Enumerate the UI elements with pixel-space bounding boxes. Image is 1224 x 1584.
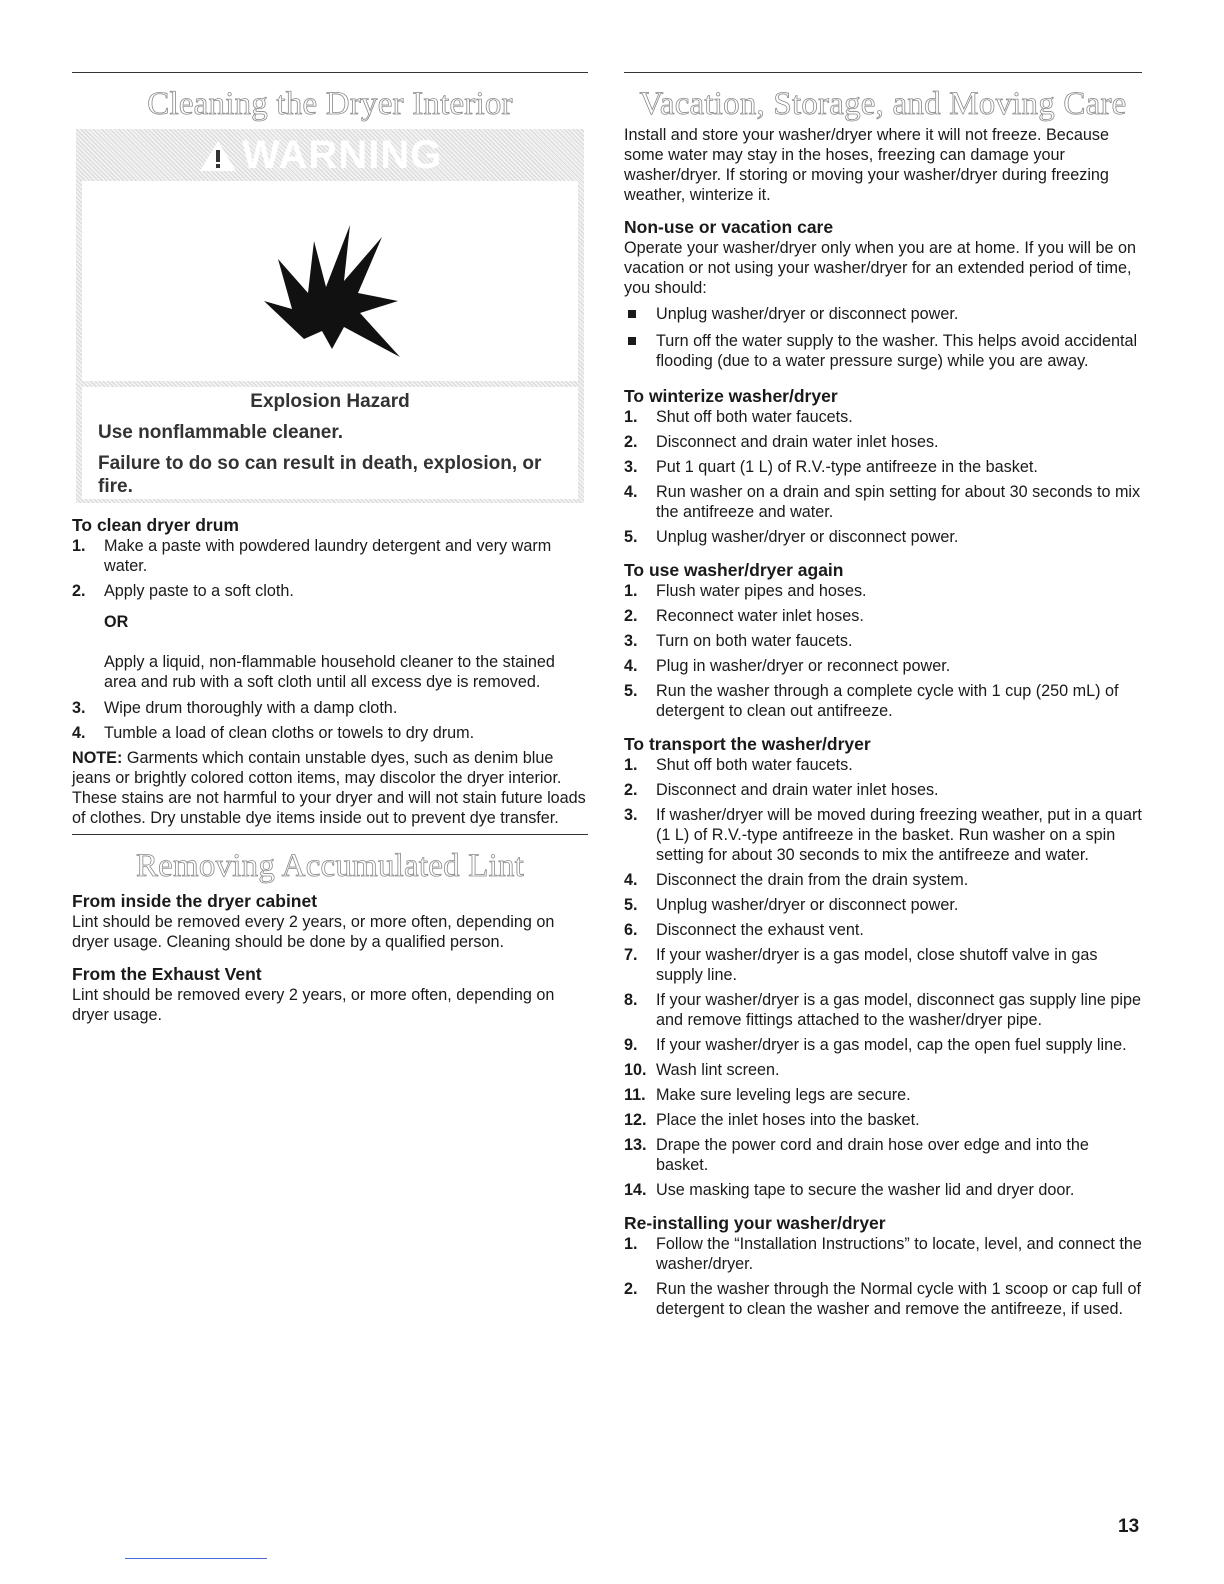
list-item: 1. Shut off both water faucets. bbox=[624, 756, 853, 774]
list-item: 4. Run washer on a drain and spin setting for about 30 seconds to mix the antifreeze and water. bbox=[624, 483, 1141, 521]
warning-triangle-icon bbox=[198, 139, 238, 173]
note-paragraph: NOTE: Garments which contain unstable dyes, such as denim blue jeans or brightly colored cotton items, may discolor the dryer interior. These stains are not harmful to your dryer and will not stain future loads of clothes. Dry unstable dye items inside out to prevent dye transfer. bbox=[72, 749, 586, 827]
hazard-title: Explosion Hazard bbox=[250, 391, 410, 412]
or-label: OR bbox=[104, 613, 129, 631]
right-column bbox=[624, 72, 1142, 1324]
list-item: Unplug washer/dryer or disconnect power. bbox=[624, 304, 1142, 324]
list-item: 3. Wipe drum thoroughly with a damp cloth. bbox=[72, 699, 398, 717]
nonuse-text: Operate your washer/dryer only when you are at home. If you will be on vacation or not using your washer/dryer for an extended period of time, you should: bbox=[624, 239, 1136, 297]
list-item: 4. Disconnect the drain from the drain system. bbox=[624, 871, 969, 889]
alternative-instruction: Apply a liquid, non-flammable household cleaner to the stained area and rub with a soft cloth until all excess dye is removed. bbox=[104, 653, 555, 691]
clean-steps-list-continued bbox=[72, 698, 588, 743]
exhaust-vent-heading: From the Exhaust Vent bbox=[72, 964, 262, 984]
vacation-intro: Install and store your washer/dryer where it will not freeze. Because some water may stay in the hoses, freezing can damage your washer/dryer. If storing or moving your washer/dryer during freezing weather, winterize it. bbox=[624, 126, 1109, 204]
list-item: 1. Flush water pipes and hoses. bbox=[624, 582, 867, 600]
section-rule bbox=[72, 72, 588, 73]
list-item: 2. Run the washer through the Normal cycle with 1 scoop or cap full of detergent to clean the washer and remove the antifreeze, if used. bbox=[624, 1280, 1141, 1318]
use-again-heading: To use washer/dryer again bbox=[624, 560, 844, 580]
list-item: 8. If your washer/dryer is a gas model, disconnect gas supply line pipe and remove fittings attached to the washer/dryer pipe. bbox=[624, 991, 1141, 1029]
warning-icon-panel bbox=[82, 181, 578, 381]
list-item: 4. Plug in washer/dryer or reconnect power. bbox=[624, 657, 951, 675]
page-number: 13 bbox=[1118, 1516, 1140, 1537]
list-item: 1. Shut off both water faucets. bbox=[624, 408, 853, 426]
reinstall-heading: Re-installing your washer/dryer bbox=[624, 1213, 886, 1233]
use-again-steps-list bbox=[624, 581, 1142, 721]
warning-box bbox=[76, 129, 584, 503]
footer-rule bbox=[125, 1558, 267, 1559]
warning-text-panel bbox=[82, 387, 578, 499]
list-item: 2. Apply paste to a soft cloth. bbox=[72, 582, 294, 600]
section-title-cleaning: Cleaning the Dryer Interior bbox=[147, 86, 513, 122]
list-item: 4. Tumble a load of clean cloths or towels to dry drum. bbox=[72, 724, 475, 742]
list-item: 13. Drape the power cord and drain hose over edge and into the basket. bbox=[624, 1136, 1089, 1174]
left-column bbox=[72, 72, 588, 1025]
section-rule bbox=[624, 72, 1142, 73]
list-item: 12. Place the inlet hoses into the basket. bbox=[624, 1111, 920, 1129]
hazard-instruction: Use nonflammable cleaner. bbox=[98, 422, 343, 443]
reinstall-steps-list bbox=[624, 1234, 1142, 1319]
list-item: 9. If your washer/dryer is a gas model, cap the open fuel supply line. bbox=[624, 1036, 1127, 1054]
list-item: 6. Disconnect the exhaust vent. bbox=[624, 921, 864, 939]
list-item: 2. Disconnect and drain water inlet hoses. bbox=[624, 781, 939, 799]
nonuse-bullet-list bbox=[624, 304, 1142, 371]
list-item: 3. Put 1 quart (1 L) of R.V.-type antifreeze in the basket. bbox=[624, 458, 1038, 476]
warning-label: WARNING bbox=[242, 133, 443, 177]
transport-steps-list bbox=[624, 755, 1142, 1200]
clean-drum-heading: To clean dryer drum bbox=[72, 515, 239, 535]
warning-banner bbox=[76, 129, 584, 179]
list-item: 1. Make a paste with powdered laundry detergent and very warm water. bbox=[72, 537, 552, 575]
hazard-consequence: Failure to do so can result in death, explosion, or fire. bbox=[98, 453, 542, 497]
list-item: 3. If washer/dryer will be moved during freezing weather, put in a quart (1 L) of R.V.-type antifreeze in the basket. Run washer on a spin setting for about 30 seconds to mix the antifreeze and water. bbox=[624, 806, 1142, 864]
exhaust-vent-text: Lint should be removed every 2 years, or more often, depending on dryer usage. bbox=[72, 986, 555, 1024]
list-item: 10. Wash lint screen. bbox=[624, 1061, 780, 1079]
winterize-steps-list bbox=[624, 407, 1142, 547]
nonuse-heading: Non-use or vacation care bbox=[624, 217, 834, 237]
inside-cabinet-heading: From inside the dryer cabinet bbox=[72, 891, 318, 911]
clean-steps-list bbox=[72, 536, 588, 601]
inside-cabinet-text: Lint should be removed every 2 years, or more often, depending on dryer usage. Cleaning should be done by a qualified person. bbox=[72, 913, 555, 951]
list-item: 14. Use masking tape to secure the washer lid and dryer door. bbox=[624, 1181, 1075, 1199]
list-item: 3. Turn on both water faucets. bbox=[624, 632, 853, 650]
section-title-vacation: Vacation, Storage, and Moving Care bbox=[639, 86, 1127, 122]
list-item: 2. Reconnect water inlet hoses. bbox=[624, 607, 864, 625]
list-item: 2. Disconnect and drain water inlet hoses. bbox=[624, 433, 939, 451]
section-title-lint: Removing Accumulated Lint bbox=[135, 848, 525, 884]
list-item: 1. Follow the “Installation Instructions” to locate, level, and connect the washer/dryer. bbox=[624, 1235, 1142, 1273]
winterize-heading: To winterize washer/dryer bbox=[624, 386, 838, 406]
list-item: 11. Make sure leveling legs are secure. bbox=[624, 1086, 911, 1104]
transport-heading: To transport the washer/dryer bbox=[624, 734, 871, 754]
explosion-icon bbox=[82, 181, 578, 381]
list-item: 5. Unplug washer/dryer or disconnect power. bbox=[624, 896, 959, 914]
list-item: 7. If your washer/dryer is a gas model, close shutoff valve in gas supply line. bbox=[624, 946, 1098, 984]
list-item: 5. Unplug washer/dryer or disconnect power. bbox=[624, 528, 959, 546]
list-item: 5. Run the washer through a complete cycle with 1 cup (250 mL) of detergent to clean out antifreeze. bbox=[624, 682, 1119, 720]
section-rule bbox=[72, 834, 588, 835]
list-item: Turn off the water supply to the washer. This helps avoid accidental flooding (due to a water pressure surge) while you are away. bbox=[624, 331, 1142, 371]
